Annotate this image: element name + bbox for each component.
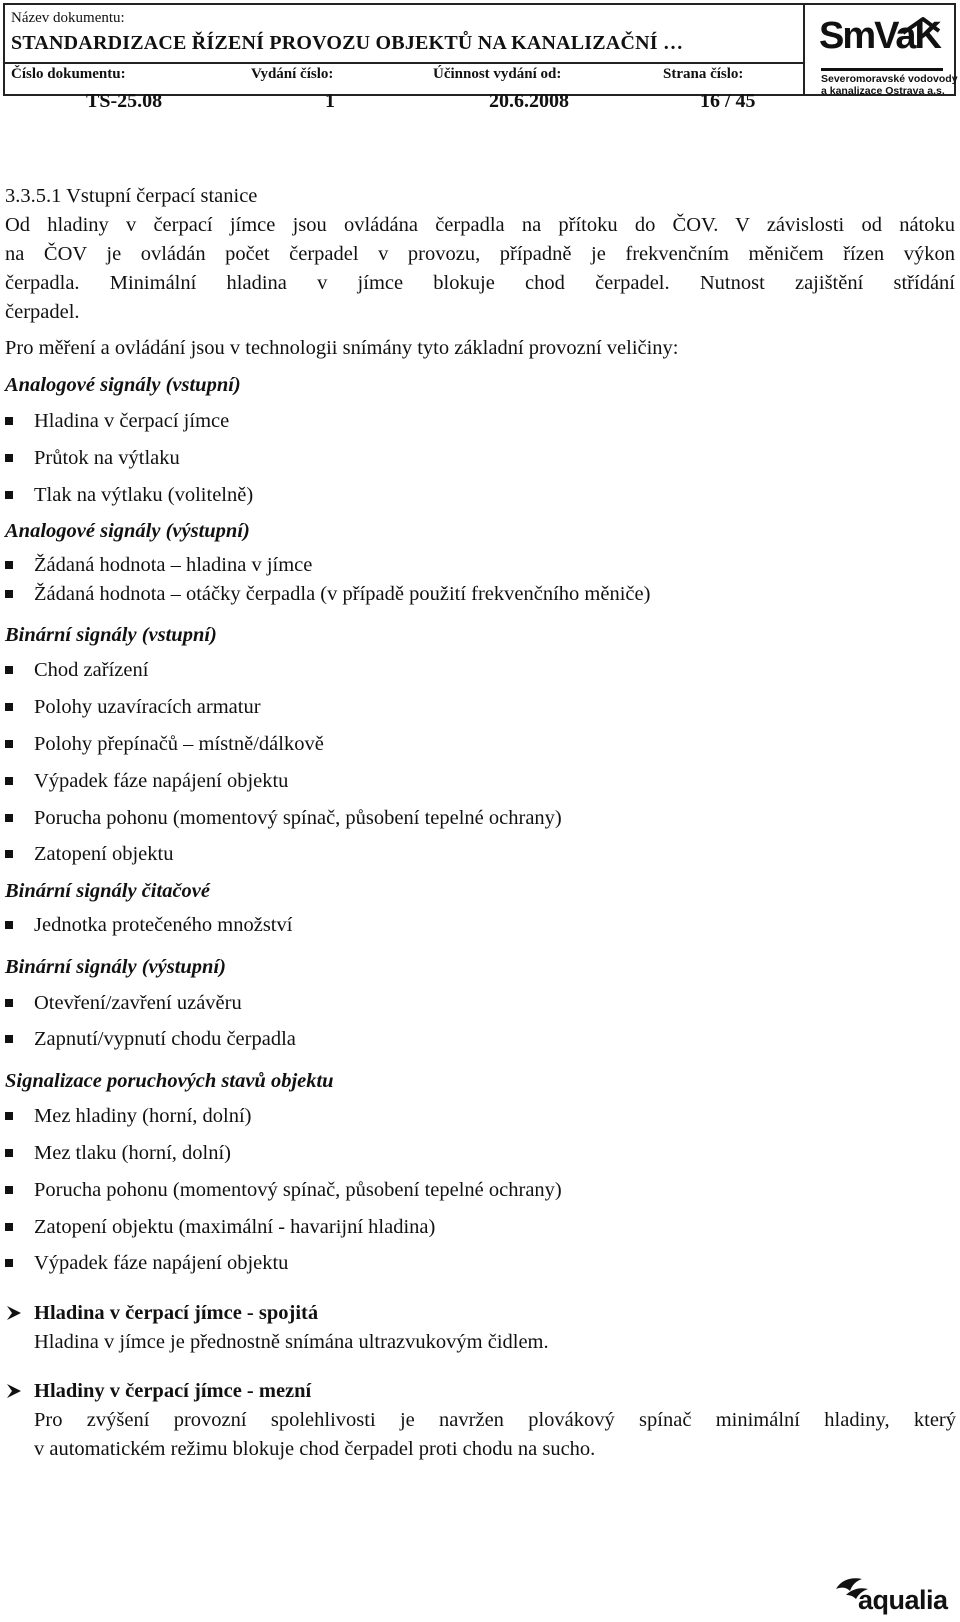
group-heading-analog-in: Analogové signály (vstupní): [5, 374, 241, 396]
subsection-text-line: Pro zvýšení provozní spolehlivosti je navržen plovákový spínač minimální hladiny, který: [34, 1409, 956, 1431]
group-heading-analog-out: Analogové signály (výstupní): [5, 520, 250, 542]
measure-intro: Pro měření a ovládání jsou v technologii snímány tyto základní provozní veličiny:: [5, 337, 679, 359]
logo-bar: [821, 68, 943, 71]
group-heading-fault-signals: Signalizace poruchových stavů objektu: [5, 1070, 334, 1092]
bullet-square-icon: [5, 740, 13, 748]
bullet-square-icon: [5, 703, 13, 711]
intro-line-3: čerpadla. Minimální hladina v jímce blokuje chod čerpadel. Nutnost zajištění střídání: [5, 272, 955, 294]
bullet-square-icon: [5, 814, 13, 822]
bullet-square-icon: [5, 1223, 13, 1231]
bullet-square-icon: [5, 454, 13, 462]
subsection-text-line: Hladina v jímce je přednostně snímána ultrazvukovým čidlem.: [34, 1331, 549, 1353]
bullet-square-icon: [5, 777, 13, 785]
effective-date: 20.6.2008: [489, 90, 569, 112]
intro-line-1: Od hladiny v čerpací jímce jsou ovládána čerpadla na přítoku do ČOV. V závislosti od nátoku: [5, 214, 955, 236]
bullet-square-icon: [5, 850, 13, 858]
smvak-logo-text: SmVaK: [819, 15, 940, 57]
header-info-block: [5, 5, 805, 94]
bullet-square-icon: [5, 666, 13, 674]
header-divider: [5, 62, 803, 64]
bullet-square-icon: [5, 1259, 13, 1267]
arrowhead-icon: [5, 1382, 25, 1400]
page-number: 16 / 45: [700, 90, 756, 112]
page-label: Strana číslo:: [663, 66, 744, 82]
intro-line-4: čerpadel.: [5, 301, 80, 323]
section-title: 3.3.5.1 Vstupní čerpací stanice: [5, 185, 258, 207]
doc-name: STANDARDIZACE ŘÍZENÍ PROVOZU OBJEKTŮ NA KANALIZAČNÍ …: [11, 32, 684, 54]
bullet-square-icon: [5, 1186, 13, 1194]
doc-number: TS-25.08: [86, 90, 163, 112]
issue-number: 1: [325, 90, 335, 112]
bullet-square-icon: [5, 1112, 13, 1120]
aqualia-logo-text: aqualia: [858, 1585, 948, 1615]
group-heading-binary-in: Binární signály (vstupní): [5, 624, 217, 646]
aqualia-logo: [832, 1573, 960, 1622]
bullet-square-icon: [5, 1035, 13, 1043]
subsection-text-line: v automatickém režimu blokuje chod čerpadel proti chodu na sucho.: [34, 1438, 596, 1460]
document-header: [3, 3, 956, 96]
arrowhead-icon: [5, 1304, 25, 1322]
doc-number-label: Číslo dokumentu:: [11, 66, 126, 82]
bullet-square-icon: [5, 999, 13, 1007]
effective-label: Účinnost vydání od:: [433, 66, 562, 82]
bullet-square-icon: [5, 1149, 13, 1157]
bullet-square-icon: [5, 561, 13, 569]
bullet-square-icon: [5, 491, 13, 499]
doc-name-label: Název dokumentu:: [11, 10, 125, 26]
intro-line-2: na ČOV je ovládán počet čerpadel v provozu, případně je frekvenčním měničem řízen výkon: [5, 243, 955, 265]
group-heading-binary-counter: Binární signály čitačové: [5, 880, 210, 902]
group-heading-binary-out: Binární signály (výstupní): [5, 956, 226, 978]
issue-label: Vydání číslo:: [251, 66, 334, 82]
smvak-logo: [811, 11, 958, 97]
bullet-square-icon: [5, 417, 13, 425]
bullet-square-icon: [5, 590, 13, 598]
logo-subtitle-2: a kanalizace Ostrava a.s.: [821, 85, 945, 97]
logo-subtitle-1: Severomoravské vodovody: [821, 73, 958, 85]
bullet-square-icon: [5, 921, 13, 929]
